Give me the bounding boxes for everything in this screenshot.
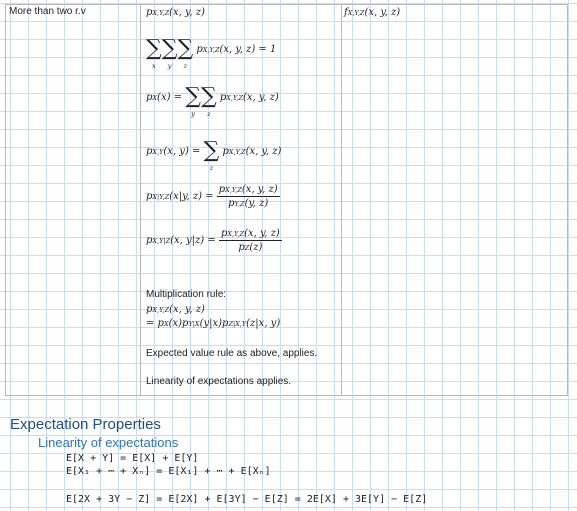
row-label: More than two r.v	[9, 6, 86, 17]
column-divider-1	[140, 5, 141, 395]
section-title: Expectation Properties	[10, 416, 161, 433]
multiplication-rule-lhs: pX,Y,Z(x, y, z)	[146, 304, 205, 315]
multiplication-rule-rhs: = pX(x)pY|X(y|x)pZ|X,Y(z|x, y)	[146, 318, 281, 329]
conditional-x-given-yz-equation: pX|Y,Z(x|y, z) = $\frac{pX,Y,Z(x, y, z)}{pY,Z(y, z)}$	[146, 184, 278, 209]
column-divider-2	[341, 5, 342, 395]
marginal-x-equation: pX(x) = ∑ y∑ z pX,Y,Z(x, y, z)	[146, 84, 279, 118]
multiplication-rule-label: Multiplication rule:	[146, 289, 227, 300]
section-subtitle: Linearity of expectations	[38, 435, 179, 450]
pdf-header: fX,Y,Z(x, y, z)	[344, 7, 401, 18]
linearity-equation-3: E[2X + 3Y − Z] = E[2X] + E[3Y] − E[Z] = 2E[X] + 3E[Y] − E[Z]	[66, 494, 428, 505]
linearity-equation-2: E[X₁ + ⋯ + Xₙ] = E[X₁] + ⋯ + E[Xₙ]	[66, 466, 271, 477]
linearity-equation-1: E[X + Y] = E[X] + E[Y]	[66, 453, 199, 464]
pmf-header: pX,Y,Z(x, y, z)	[146, 7, 205, 18]
linearity-note: Linearity of expectations applies.	[146, 376, 292, 387]
marginal-xy-equation: pX,Y(x, y) = ∑ z pX,Y,Z(x, y, z)	[146, 138, 282, 172]
probability-table	[5, 4, 568, 396]
conditional-xy-given-z-equation: pX,Y|Z(x, y|z) = $\frac{pX,Y,Z(x, y, z)}{pZ(z)}$	[146, 228, 280, 253]
expected-value-note: Expected value rule as above, applies.	[146, 348, 318, 359]
normalization-equation: ∑ x∑ y∑ z pX,Y,Z(x, y, z) = 1	[146, 36, 277, 70]
